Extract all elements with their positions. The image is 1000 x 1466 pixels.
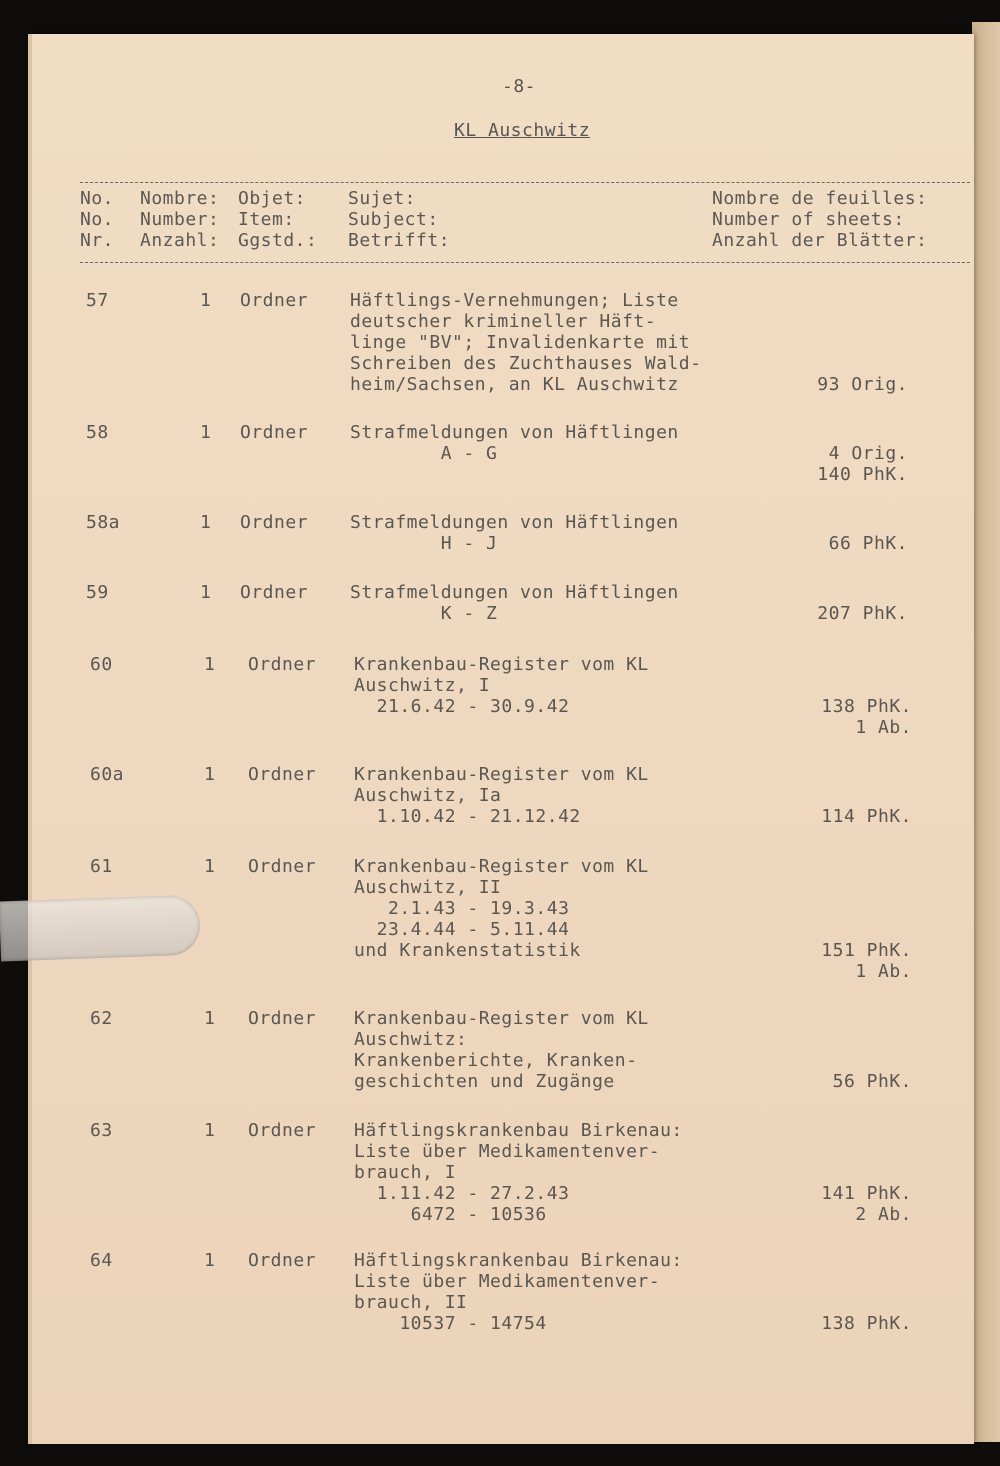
page-number: -8- — [502, 76, 537, 97]
row-object: Ordner — [248, 856, 317, 877]
row-number: 62 — [90, 1008, 113, 1029]
row-number: 59 — [86, 582, 109, 603]
row-sheets: 93 Orig. — [817, 374, 908, 395]
row-subject: Strafmeldungen von Häftlingen H - J — [350, 512, 679, 554]
row-subject: Häftlings-Vernehmungen; Liste deutscher krimineller Häft- linge "BV"; Invalidenkarte mit Schreiben des Zuchthauses Wald- heim/Sachsen, an KL Auschwitz — [350, 290, 702, 395]
row-object: Ordner — [248, 1120, 317, 1141]
row-count: 1 — [200, 422, 212, 443]
row-number: 58a — [86, 512, 121, 533]
header-col-sheets: Nombre de feuilles: Number of sheets: Anzahl der Blätter: — [712, 188, 928, 251]
adjacent-page-edge — [972, 22, 1000, 1442]
row-count: 1 — [204, 1008, 216, 1029]
row-number: 57 — [86, 290, 109, 311]
row-sheets: 114 PhK. — [821, 806, 912, 827]
row-count: 1 — [204, 1120, 216, 1141]
row-subject: Krankenbau-Register vom KL Auschwitz, Ia 1.10.42 - 21.12.42 — [354, 764, 649, 827]
row-number: 60 — [90, 654, 113, 675]
row-object: Ordner — [248, 1008, 317, 1029]
row-number: 64 — [90, 1250, 113, 1271]
row-number: 60a — [90, 764, 125, 785]
row-subject: Häftlingskrankenbau Birkenau: Liste über Medikamentenver- brauch, II 10537 - 14754 — [354, 1250, 683, 1334]
header-rule-bottom — [80, 262, 970, 263]
row-sheets: 151 PhK. 1 Ab. — [821, 940, 912, 982]
row-count: 1 — [204, 1250, 216, 1271]
header-col-number: Nombre: Number: Anzahl: — [140, 188, 220, 251]
row-count: 1 — [200, 512, 212, 533]
row-subject: Krankenbau-Register vom KL Auschwitz: Krankenberichte, Kranken- geschichten und Zugänge — [354, 1008, 649, 1092]
document-title: KL Auschwitz — [454, 120, 591, 141]
row-subject: Häftlingskrankenbau Birkenau: Liste über Medikamentenver- brauch, I 1.11.42 - 27.2.43 6472 - 10536 — [354, 1120, 683, 1225]
row-sheets: 138 PhK. — [821, 1313, 912, 1334]
row-sheets: 141 PhK. 2 Ab. — [821, 1183, 912, 1225]
row-number: 58 — [86, 422, 109, 443]
row-subject: Strafmeldungen von Häftlingen A - G — [350, 422, 679, 464]
paper-clip-shadow — [0, 895, 201, 962]
row-count: 1 — [204, 764, 216, 785]
row-object: Ordner — [248, 1250, 317, 1271]
row-number: 61 — [90, 856, 113, 877]
page-binding-edge — [28, 34, 32, 1444]
row-count: 1 — [200, 290, 212, 311]
row-object: Ordner — [240, 290, 309, 311]
header-col-object: Objet: Item: Ggstd.: — [238, 188, 318, 251]
header-col-subject: Sujet: Subject: Betrifft: — [348, 188, 451, 251]
row-sheets: 207 PhK. — [817, 603, 908, 624]
row-sheets: 138 PhK. 1 Ab. — [821, 696, 912, 738]
row-subject: Strafmeldungen von Häftlingen K - Z — [350, 582, 679, 624]
row-count: 1 — [200, 582, 212, 603]
row-sheets: 4 Orig. 140 PhK. — [817, 443, 908, 485]
row-object: Ordner — [240, 512, 309, 533]
header-rule-top — [80, 182, 970, 183]
row-object: Ordner — [248, 764, 317, 785]
row-number: 63 — [90, 1120, 113, 1141]
row-sheets: 56 PhK. — [832, 1071, 912, 1092]
row-subject: Krankenbau-Register vom KL Auschwitz, I 21.6.42 - 30.9.42 — [354, 654, 649, 717]
row-count: 1 — [204, 654, 216, 675]
row-object: Ordner — [240, 422, 309, 443]
row-sheets: 66 PhK. — [828, 533, 908, 554]
header-col-no: No. No. Nr. — [80, 188, 115, 251]
row-count: 1 — [204, 856, 216, 877]
row-object: Ordner — [248, 654, 317, 675]
row-object: Ordner — [240, 582, 309, 603]
row-subject: Krankenbau-Register vom KL Auschwitz, II 2.1.43 - 19.3.43 23.4.44 - 5.11.44 und Krankenstatistik — [354, 856, 649, 961]
